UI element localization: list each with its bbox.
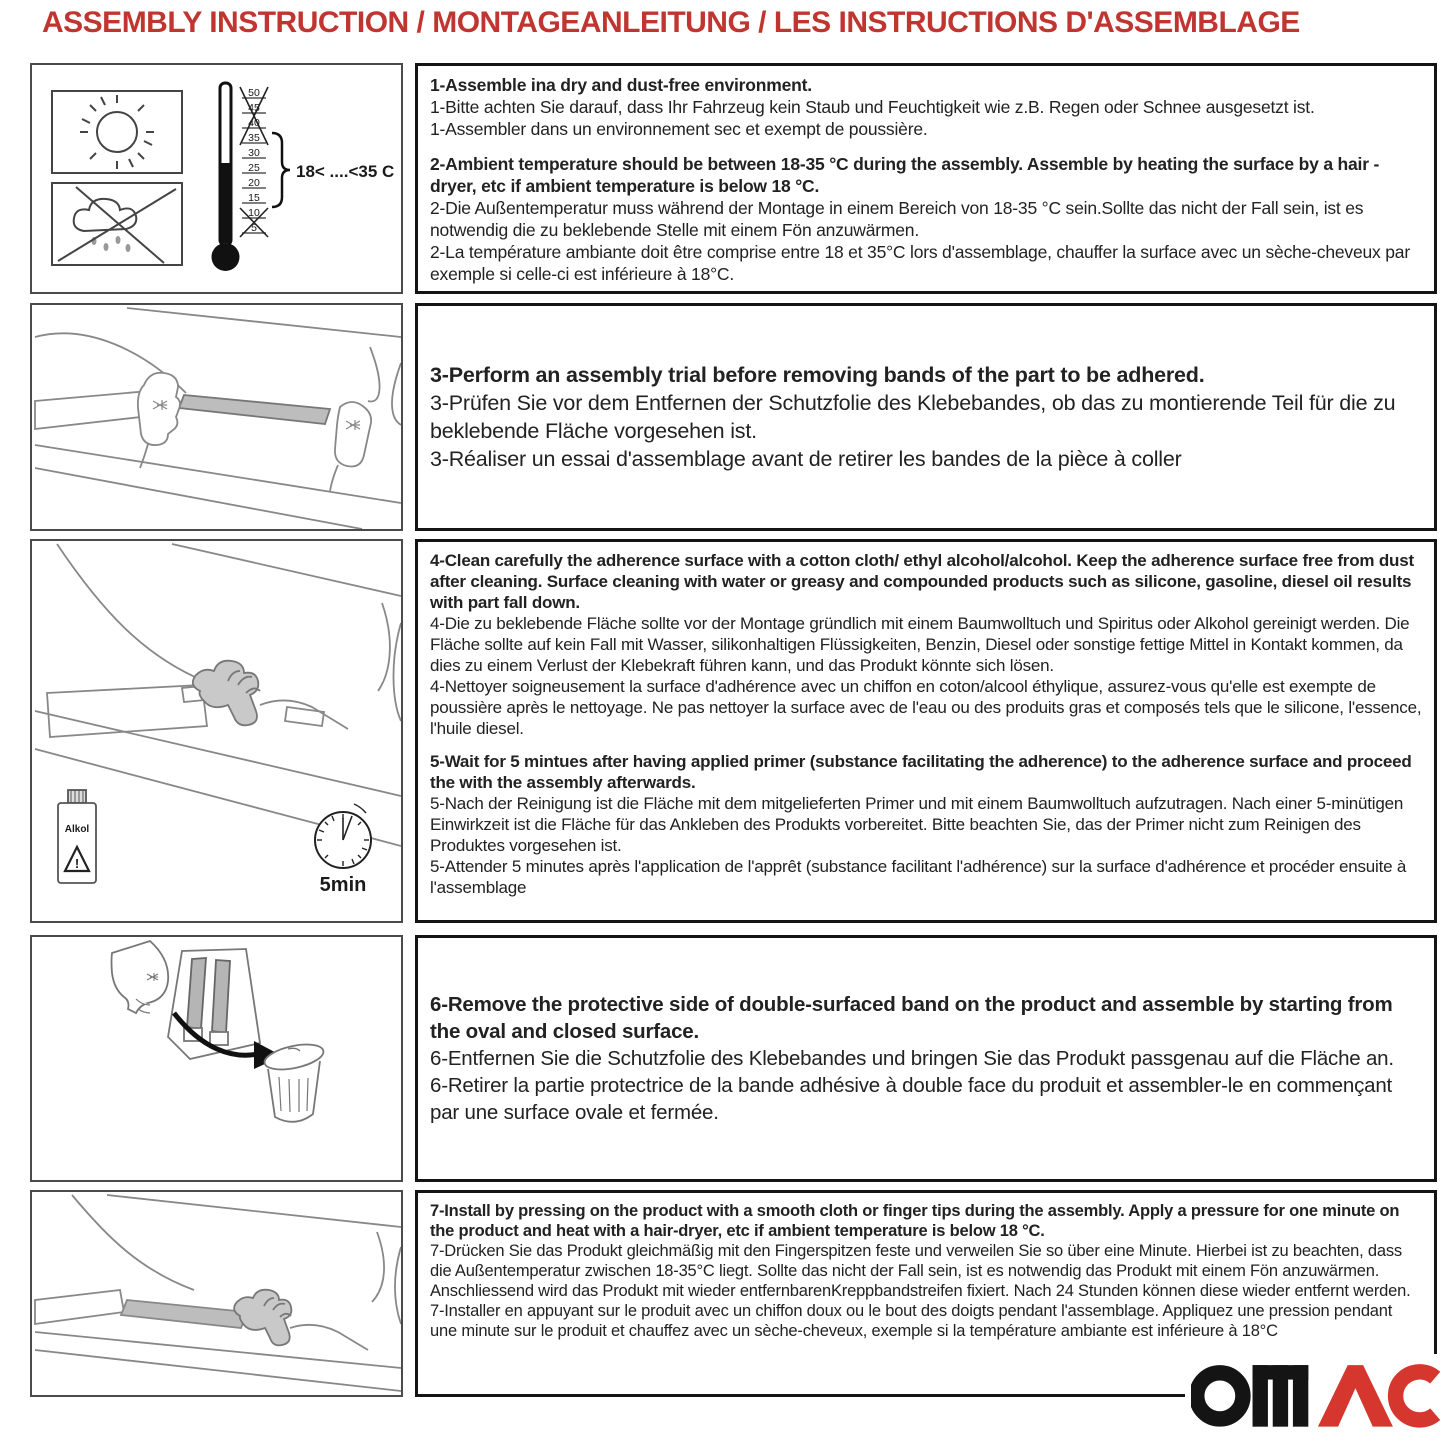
svg-text:5: 5 [251,222,257,234]
range-bracket [272,133,290,207]
logo-letter-c [1396,1371,1436,1419]
door-top-edge [107,1195,401,1227]
clock-icon [315,804,371,896]
instruction-paragraph: 5-Attender 5 minutes après l'application de l'apprêt (substance facilitant l'adhérence) sur la surface d'adhérence et procéder ensuite à l'assemblage [430,857,1407,897]
no-rain-icon [52,183,182,265]
clean-surface-drawing [32,541,401,921]
assembly-trial-drawing [32,305,401,529]
environment-temperature-drawing [32,65,401,292]
instruction-text-step-7 [430,1201,1422,1341]
instruction-paragraph: 3-Réaliser un essai d'assemblage avant de retirer les bandes de la pièce à coller [430,447,1182,471]
instruction-paragraph: 7-Drücken Sie das Produkt gleichmäßig mit den Fingerspitzen feste und verweilen Sie so über eine Minute. Hierbei ist zu beachten, dass die Außentemperatur zwischen 18-35°C liegt. Sollte das nicht der Fall sein, ist es notwendig das Produkt mit einem Fön anzuwärmen. Anschliessend wird das Produkt mit wieder entfernbarenKreppbandstreifen fixiert. Nach 24 Stunden können diese wieder entfernt werden. [430,1242,1411,1300]
instruction-paragraph: 6-Retirer la partie protectrice de la bande adhésive à double face du produit et assembler-le en commençant par une surface ovale et fermée. [430,1074,1393,1124]
illustration-press-install [30,1190,403,1397]
logo-letter-m [1253,1365,1309,1427]
cloth-icon [193,661,259,726]
door-top-edge [127,308,401,337]
omac-logo [1185,1354,1441,1432]
instruction-paragraph: 6-Remove the protective side of double-surfaced band on the product and assemble by starting from the oval and closed surface. [430,993,1393,1043]
instruction-paragraph: 2-La température ambiante doit être comprise entre 18 et 35°C lors d'assemblage, chauffer la surface avec un sèche-cheveux par exemple si celle-ci est inférieure à 18°C. [430,242,1410,284]
illustration-assembly-trial [30,303,403,531]
instruction-text-step-6 [430,991,1422,1126]
cloth-icon [234,1290,291,1346]
sun-icon [52,91,182,173]
peeling-hand-icon [112,941,169,1013]
page-title: ASSEMBLY INSTRUCTION / MONTAGEANLEITUNG / LES INSTRUCTIONS D'ASSEMBLAGE [42,6,1300,39]
instruction-paragraph: 1-Assembler dans un environnement sec et exempt de poussière. [430,119,928,139]
alcohol-bottle-icon [58,790,96,883]
instruction-paragraph: 3-Prüfen Sie vor dem Entfernen der Schutzfolie des Klebebandes, ob das zu montierende Teil für die zu beklebende Fläche vorgesehen ist. [430,391,1396,443]
svg-text:50: 50 [248,87,260,99]
thermometer-icon [212,83,395,271]
warning-exclamation: ! [74,856,80,871]
left-hand-icon [138,373,180,468]
instruction-paragraph: 2-Ambient temperature should be between 18-35 °C during the assembly. Assemble by heating the surface by a hair -dryer, etc if ambient temperature is below 18 °C. [430,154,1380,196]
instruction-paragraph: 7-Install by pressing on the product with a smooth cloth or finger tips during the assembly. Apply a pressure for one minute on the product and heat with a hair-dryer, etc if ambient temperature is below 18 °C. [430,1202,1400,1240]
illustration-environment-temperature [30,63,403,294]
instructions-step-1-2 [415,63,1437,294]
adhesive-band-2 [212,960,230,1033]
instruction-text-step-4-5 [430,550,1422,898]
press-install-drawing [32,1192,401,1395]
instructions-step-3 [415,303,1437,531]
omac-logo-mark [1191,1357,1441,1430]
instruction-paragraph: 4-Nettoyer soigneusement la surface d'adhérence avec un chiffon en coton/alcool éthylique, assurez-vous qu'elle est exempte de poussière après le nettoyage. Ne pas nettoyer la surface avec de l'eau ou des produits gras et composés tels que le silicone, l'essence, l'huile diesel. [430,677,1422,738]
svg-text:30: 30 [248,147,260,159]
instruction-paragraph: 5-Wait for 5 mintues after having applied primer (substance facilitating the adherence) to the adherence surface and proceed the with the assembly afterwards. [430,752,1412,792]
instruction-paragraph: 3-Perform an assembly trial before removing bands of the part to be adhered. [430,363,1205,387]
svg-text:45: 45 [248,102,260,114]
right-hand-icon [330,402,371,491]
svg-text:15: 15 [248,192,260,204]
instruction-paragraph: 5-Nach der Reinigung ist die Fläche mit dem mitgelieferten Primer und mit einem Baumwolltuch aufzutragen. Nach einer 5-minütigen Einwirkzeit ist die Fläche für das Ankleben des Produkts vorbereitet. Bitte beachten Sie, das der Primer nicht zum Reinigen des Produktes vorgesehen ist. [430,794,1404,855]
instruction-paragraph: 7-Installer en appuyant sur le produit avec un chiffon doux ou le bout des doigts pendant l'assemblage. Appliquez une pression pendant une minute sur le produit et chauffez avec un sèche-cheveux, exemple si la température ambiante est inférieure à 18°C [430,1302,1393,1340]
instruction-paragraph: 1-Assemble ina dry and dust-free environment. [430,75,812,95]
logo-letter-a [1318,1365,1393,1427]
svg-text:40: 40 [248,117,260,129]
remove-band-drawing [32,937,401,1180]
instruction-paragraph: 2-Die Außentemperatur muss während der Montage in einem Bereich von 18-35 °C sein.Sollte das nicht der Fall sein, ist es notwendig die zu beklebende Stelle mit einem Fön anzuwärmen. [430,198,1364,240]
instruction-text-step-3 [430,361,1422,473]
installed-trim-strip [121,1300,247,1328]
instruction-paragraph: 4-Die zu beklebende Fläche sollte vor der Montage gründlich mit einem Baumwolltuch und Spiritus oder Alkohol gereinigt werden. Die Fläche sollte auf kein Fall mit Wasser, silikonhaltigen Flüssigkeiten, Benzin, Diesel oder sonstige fettige Mittel in Kontakt kommen, da dies zu einem Verlust der Klebekraft führen kann, und das Produkt könnte sich lösen. [430,614,1410,675]
door-opening-curve [57,544,204,681]
svg-text:20: 20 [248,177,260,189]
alcohol-bottle-label: Alkol [64,824,90,835]
instructions-step-6 [415,935,1437,1182]
illustration-remove-band [30,935,403,1182]
sill-ledge [35,1290,124,1324]
cleaning-hand-with-cloth [193,661,348,729]
door-sill-trim-strip [179,395,330,424]
svg-text:25: 25 [248,162,260,174]
clock-5min-label: 5min [319,874,367,896]
instruction-text-step-1-2 [430,74,1422,285]
temp-range-label: 18< ....<35 C [296,162,395,181]
illustration-clean-surface [30,539,403,923]
pressing-hand-with-cloth [234,1290,368,1350]
product-panel [168,949,260,1059]
instruction-paragraph: 1-Bitte achten Sie darauf, dass Ihr Fahrzeug kein Staub und Feuchtigkeit wie z.B. Regen oder Schnee ausgesetzt ist. [430,97,1315,117]
door-opening-curve [72,1195,194,1290]
logo-letter-o [1197,1372,1243,1418]
svg-text:35: 35 [248,132,260,144]
svg-text:10: 10 [248,207,260,219]
instructions-step-4-5 [415,539,1437,923]
instruction-paragraph: 6-Entfernen Sie die Schutzfolie des Klebebandes und bringen Sie das Produkt passgenau auf die Fläche an. [430,1047,1394,1070]
instruction-paragraph: 4-Clean carefully the adherence surface with a cotton cloth/ ethyl alcohol/alcohol. Keep the adherence surface free from dust after cleaning. Surface cleaning with water or greasy and compounded products such as silicone, gasoline, diesel oil results with part fall down. [430,551,1414,612]
door-top-edge [172,544,401,596]
